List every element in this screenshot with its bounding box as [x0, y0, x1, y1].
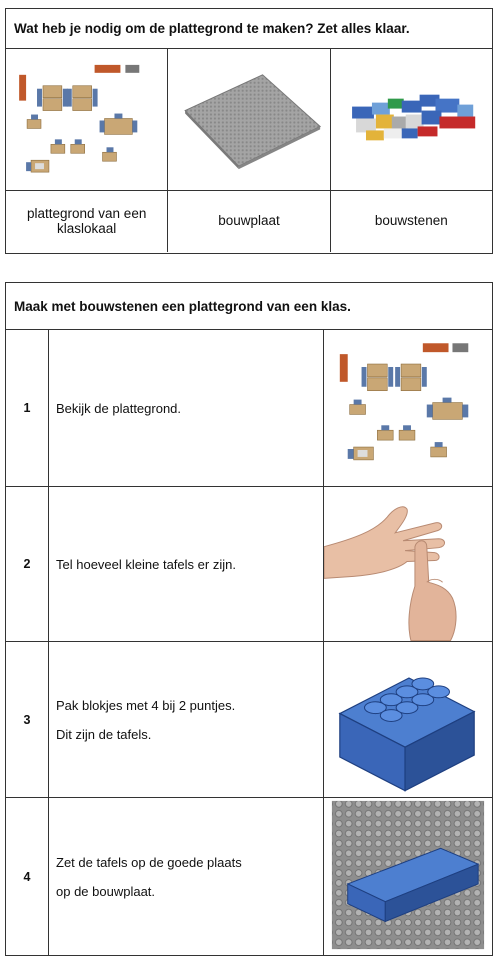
- steps-heading: Maak met bouwstenen een plattegrond van een klas.: [6, 283, 492, 330]
- classroom-floorplan-icon: [324, 330, 492, 486]
- step-line: Bekijk de plattegrond.: [56, 400, 182, 416]
- material-label-baseplate: bouwplaat: [168, 191, 330, 252]
- baseplate-image: [168, 49, 330, 190]
- classroom-floorplan-icon: [6, 49, 167, 190]
- step-line: Pak blokjes met 4 bij 2 puntjes.: [56, 697, 236, 713]
- step-line: Zet de tafels op de goede plaats: [56, 854, 242, 870]
- brick-on-baseplate-image: [324, 798, 492, 955]
- step-row-2: [6, 487, 492, 642]
- materials-heading: Wat heb je nodig om de plattegrond te maken? Zet alles klaar.: [6, 9, 492, 49]
- step-row-3: [6, 642, 492, 798]
- classroom-floorplan-image: [6, 49, 168, 190]
- step-line: Tel hoeveel kleine tafels er zijn.: [56, 556, 236, 572]
- brick-on-baseplate-icon: [324, 798, 492, 955]
- materials-card: [5, 8, 493, 254]
- step-number: 4: [6, 798, 49, 955]
- steps-card: [5, 282, 493, 956]
- material-label-bricks: bouwstenen: [374, 213, 448, 229]
- blue-brick-image: [324, 642, 492, 797]
- step-line: Dit zijn de tafels.: [56, 726, 152, 742]
- step-text: [49, 798, 324, 955]
- classroom-floorplan-image: [324, 330, 492, 486]
- step-line: op de bouwplaat.: [56, 883, 156, 899]
- material-label-floorplan: plattegrond van een klaslokaal: [6, 191, 168, 252]
- bricks-image: [331, 49, 492, 190]
- materials-labels-row: [6, 191, 492, 252]
- step-text: [49, 330, 324, 486]
- step-row-1: [6, 330, 492, 487]
- step-number: 2: [6, 487, 49, 641]
- step-text: [49, 487, 324, 641]
- materials-images-row: [6, 49, 492, 191]
- step-text: [49, 642, 324, 797]
- counting-hand-icon: [324, 487, 492, 641]
- baseplate-icon: [168, 49, 329, 190]
- step-row-4: [6, 798, 492, 955]
- step-number: 3: [6, 642, 49, 797]
- bricks-icon: [331, 49, 492, 190]
- blue-brick-icon: [324, 642, 492, 797]
- counting-hand-image: [324, 487, 492, 641]
- step-number: 1: [6, 330, 49, 486]
